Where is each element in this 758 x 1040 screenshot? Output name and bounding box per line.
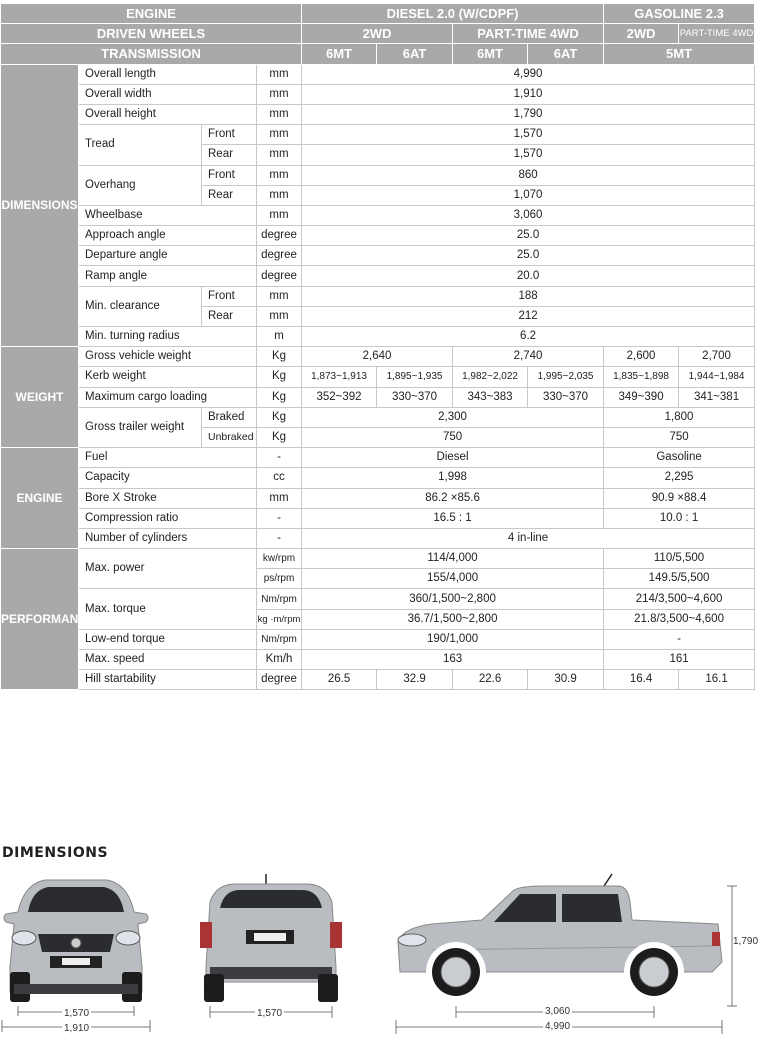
value: 1,998 (302, 468, 604, 488)
unit: Kg (257, 387, 302, 407)
header-driven-label: DRIVEN WHEELS (1, 24, 302, 44)
unit: degree (257, 226, 302, 246)
header-diesel: DIESEL 2.0 (W/CDPF) (302, 4, 604, 24)
value: 1,995~2,035 (528, 367, 604, 387)
value: 161 (604, 650, 755, 670)
front-width-label: 1,910 (64, 1023, 90, 1034)
row-overall-width (1, 84, 755, 104)
label: Gross vehicle weight (79, 347, 257, 367)
unit: mm (257, 165, 302, 185)
value: 1,982~2,022 (453, 367, 528, 387)
row-wheelbase (1, 205, 755, 225)
header-t3: 6MT (453, 44, 528, 64)
height-label: 1,790 (733, 936, 758, 947)
value: 149.5/5,500 (604, 569, 755, 589)
value: 22.6 (453, 670, 528, 690)
value: 343~383 (453, 387, 528, 407)
unit: mm (257, 125, 302, 145)
value: 16.4 (604, 670, 679, 690)
value: 330~370 (528, 387, 604, 407)
label: Tread (79, 125, 202, 165)
unit: mm (257, 205, 302, 225)
category-weight: WEIGHT (1, 347, 79, 448)
value: 2,700 (679, 347, 755, 367)
unit: mm (257, 104, 302, 124)
header-row-engine (1, 4, 755, 24)
sublabel: Rear (202, 185, 257, 205)
value: 188 (302, 286, 755, 306)
value: 25.0 (302, 226, 755, 246)
value: 1,570 (302, 145, 755, 165)
value: 190/1,000 (302, 629, 604, 649)
header-engine-label: ENGINE (1, 4, 302, 24)
rear-tread-label: 1,570 (257, 1008, 283, 1019)
row-bore (1, 488, 755, 508)
header-diesel-2wd: 2WD (302, 24, 453, 44)
value: 1,944~1,984 (679, 367, 755, 387)
row-power-kw (1, 549, 755, 569)
value: 860 (302, 165, 755, 185)
row-approach (1, 226, 755, 246)
value: 163 (302, 650, 604, 670)
value: 21.8/3,500~4,600 (604, 609, 755, 629)
value: 330~370 (377, 387, 453, 407)
unit: Kg (257, 347, 302, 367)
unit: degree (257, 670, 302, 690)
value: 114/4,000 (302, 549, 604, 569)
rear-view-car-icon (196, 872, 346, 1007)
diagram-title: DIMENSIONS (2, 845, 109, 861)
value: 4,990 (302, 64, 755, 84)
value: 32.9 (377, 670, 453, 690)
unit: degree (257, 266, 302, 286)
unit: kw/rpm (257, 549, 302, 569)
value: 341~381 (679, 387, 755, 407)
value: 2,740 (453, 347, 604, 367)
unit: ps/rpm (257, 569, 302, 589)
header-t1: 6MT (302, 44, 377, 64)
value: 2,640 (302, 347, 453, 367)
value: 212 (302, 306, 755, 326)
row-gvw (1, 347, 755, 367)
row-compression (1, 508, 755, 528)
unit: cc (257, 468, 302, 488)
label: Low-end torque (79, 629, 257, 649)
unit: degree (257, 246, 302, 266)
label: Ramp angle (79, 266, 257, 286)
value: 349~390 (604, 387, 679, 407)
value: 20.0 (302, 266, 755, 286)
value: 1,910 (302, 84, 755, 104)
value: 750 (302, 427, 604, 447)
unit: mm (257, 185, 302, 205)
spec-table (0, 3, 755, 690)
header-gas-4wd: PART-TIME 4WD (679, 24, 755, 44)
value: 1,873~1,913 (302, 367, 377, 387)
value: 352~392 (302, 387, 377, 407)
label: Hill startability (79, 670, 257, 690)
unit: mm (257, 64, 302, 84)
value: 1,895~1,935 (377, 367, 453, 387)
value: 1,800 (604, 407, 755, 427)
sublabel: Rear (202, 306, 257, 326)
unit: Kg (257, 367, 302, 387)
value: - (604, 629, 755, 649)
row-departure (1, 246, 755, 266)
label: Departure angle (79, 246, 257, 266)
value: 36.7/1,500~2,800 (302, 609, 604, 629)
label: Approach angle (79, 226, 257, 246)
label: Max. speed (79, 650, 257, 670)
value: 360/1,500~2,800 (302, 589, 604, 609)
header-gasoline: GASOLINE 2.3 (604, 4, 755, 24)
label: Overhang (79, 165, 202, 205)
value: Diesel (302, 448, 604, 468)
value: 4 in-line (302, 528, 755, 548)
label: Fuel (79, 448, 257, 468)
unit: mm (257, 84, 302, 104)
label: Wheelbase (79, 205, 257, 225)
category-performance: PERFORMANCE (1, 549, 79, 690)
unit: Nm/rpm (257, 629, 302, 649)
label: Max. power (79, 549, 257, 589)
value: 86.2 ×85.6 (302, 488, 604, 508)
value: 2,295 (604, 468, 755, 488)
sublabel: Front (202, 165, 257, 185)
header-t5: 5MT (604, 44, 755, 64)
row-cylinders (1, 528, 755, 548)
sublabel: Rear (202, 145, 257, 165)
category-engine: ENGINE (1, 448, 79, 549)
value: 3,060 (302, 205, 755, 225)
unit: m (257, 327, 302, 347)
label: Number of cylinders (79, 528, 257, 548)
row-overall-length (1, 64, 755, 84)
sublabel: Braked (202, 407, 257, 427)
unit: Kg (257, 427, 302, 447)
sublabel: Front (202, 286, 257, 306)
value: 25.0 (302, 246, 755, 266)
row-clearance-front (1, 286, 755, 306)
unit: mm (257, 286, 302, 306)
value: 30.9 (528, 670, 604, 690)
label: Overall width (79, 84, 257, 104)
row-trailer-braked (1, 407, 755, 427)
unit: - (257, 508, 302, 528)
value: 6.2 (302, 327, 755, 347)
unit: kg ·m/rpm (257, 609, 302, 629)
row-ramp (1, 266, 755, 286)
row-kerb (1, 367, 755, 387)
header-t2: 6AT (377, 44, 453, 64)
row-capacity (1, 468, 755, 488)
sublabel: Front (202, 125, 257, 145)
row-cargo (1, 387, 755, 407)
wheelbase-label: 3,060 (545, 1006, 571, 1017)
value: 110/5,500 (604, 549, 755, 569)
label: Gross trailer weight (79, 407, 202, 447)
row-overhang-front (1, 165, 755, 185)
row-tread-front (1, 125, 755, 145)
label: Max. torque (79, 589, 257, 629)
label: Min. clearance (79, 286, 202, 326)
row-fuel (1, 448, 755, 468)
unit: mm (257, 145, 302, 165)
unit: - (257, 528, 302, 548)
unit: Kg (257, 407, 302, 427)
header-row-driven (1, 24, 755, 44)
row-hill (1, 670, 755, 690)
header-diesel-4wd: PART-TIME 4WD (453, 24, 604, 44)
label: Kerb weight (79, 367, 257, 387)
label: Min. turning radius (79, 327, 257, 347)
unit: Km/h (257, 650, 302, 670)
sublabel: Unbraked (202, 427, 257, 447)
header-row-transmission (1, 44, 755, 64)
value: 16.5 : 1 (302, 508, 604, 528)
value: 1,835~1,898 (604, 367, 679, 387)
value: 16.1 (679, 670, 755, 690)
value: 1,070 (302, 185, 755, 205)
row-speed (1, 650, 755, 670)
label: Bore X Stroke (79, 488, 257, 508)
header-gas-2wd: 2WD (604, 24, 679, 44)
category-dimensions: DIMENSIONS (1, 64, 79, 347)
label: Overall height (79, 104, 257, 124)
label: Compression ratio (79, 508, 257, 528)
row-lowend (1, 629, 755, 649)
value: 90.9 ×88.4 (604, 488, 755, 508)
value: 10.0 : 1 (604, 508, 755, 528)
value: 214/3,500~4,600 (604, 589, 755, 609)
value: 26.5 (302, 670, 377, 690)
header-t4: 6AT (528, 44, 604, 64)
value: 2,300 (302, 407, 604, 427)
length-label: 4,990 (545, 1021, 571, 1032)
value: 155/4,000 (302, 569, 604, 589)
label: Capacity (79, 468, 257, 488)
front-tread-label: 1,570 (64, 1008, 90, 1019)
unit: - (257, 448, 302, 468)
unit: Nm/rpm (257, 589, 302, 609)
label: Maximum cargo loading (79, 387, 257, 407)
value: 1,790 (302, 104, 755, 124)
row-torque-nm (1, 589, 755, 609)
unit: mm (257, 306, 302, 326)
row-overall-height (1, 104, 755, 124)
value: Gasoline (604, 448, 755, 468)
row-turning (1, 327, 755, 347)
label: Overall length (79, 64, 257, 84)
value: 750 (604, 427, 755, 447)
unit: mm (257, 488, 302, 508)
header-trans-label: TRANSMISSION (1, 44, 302, 64)
value: 1,570 (302, 125, 755, 145)
value: 2,600 (604, 347, 679, 367)
